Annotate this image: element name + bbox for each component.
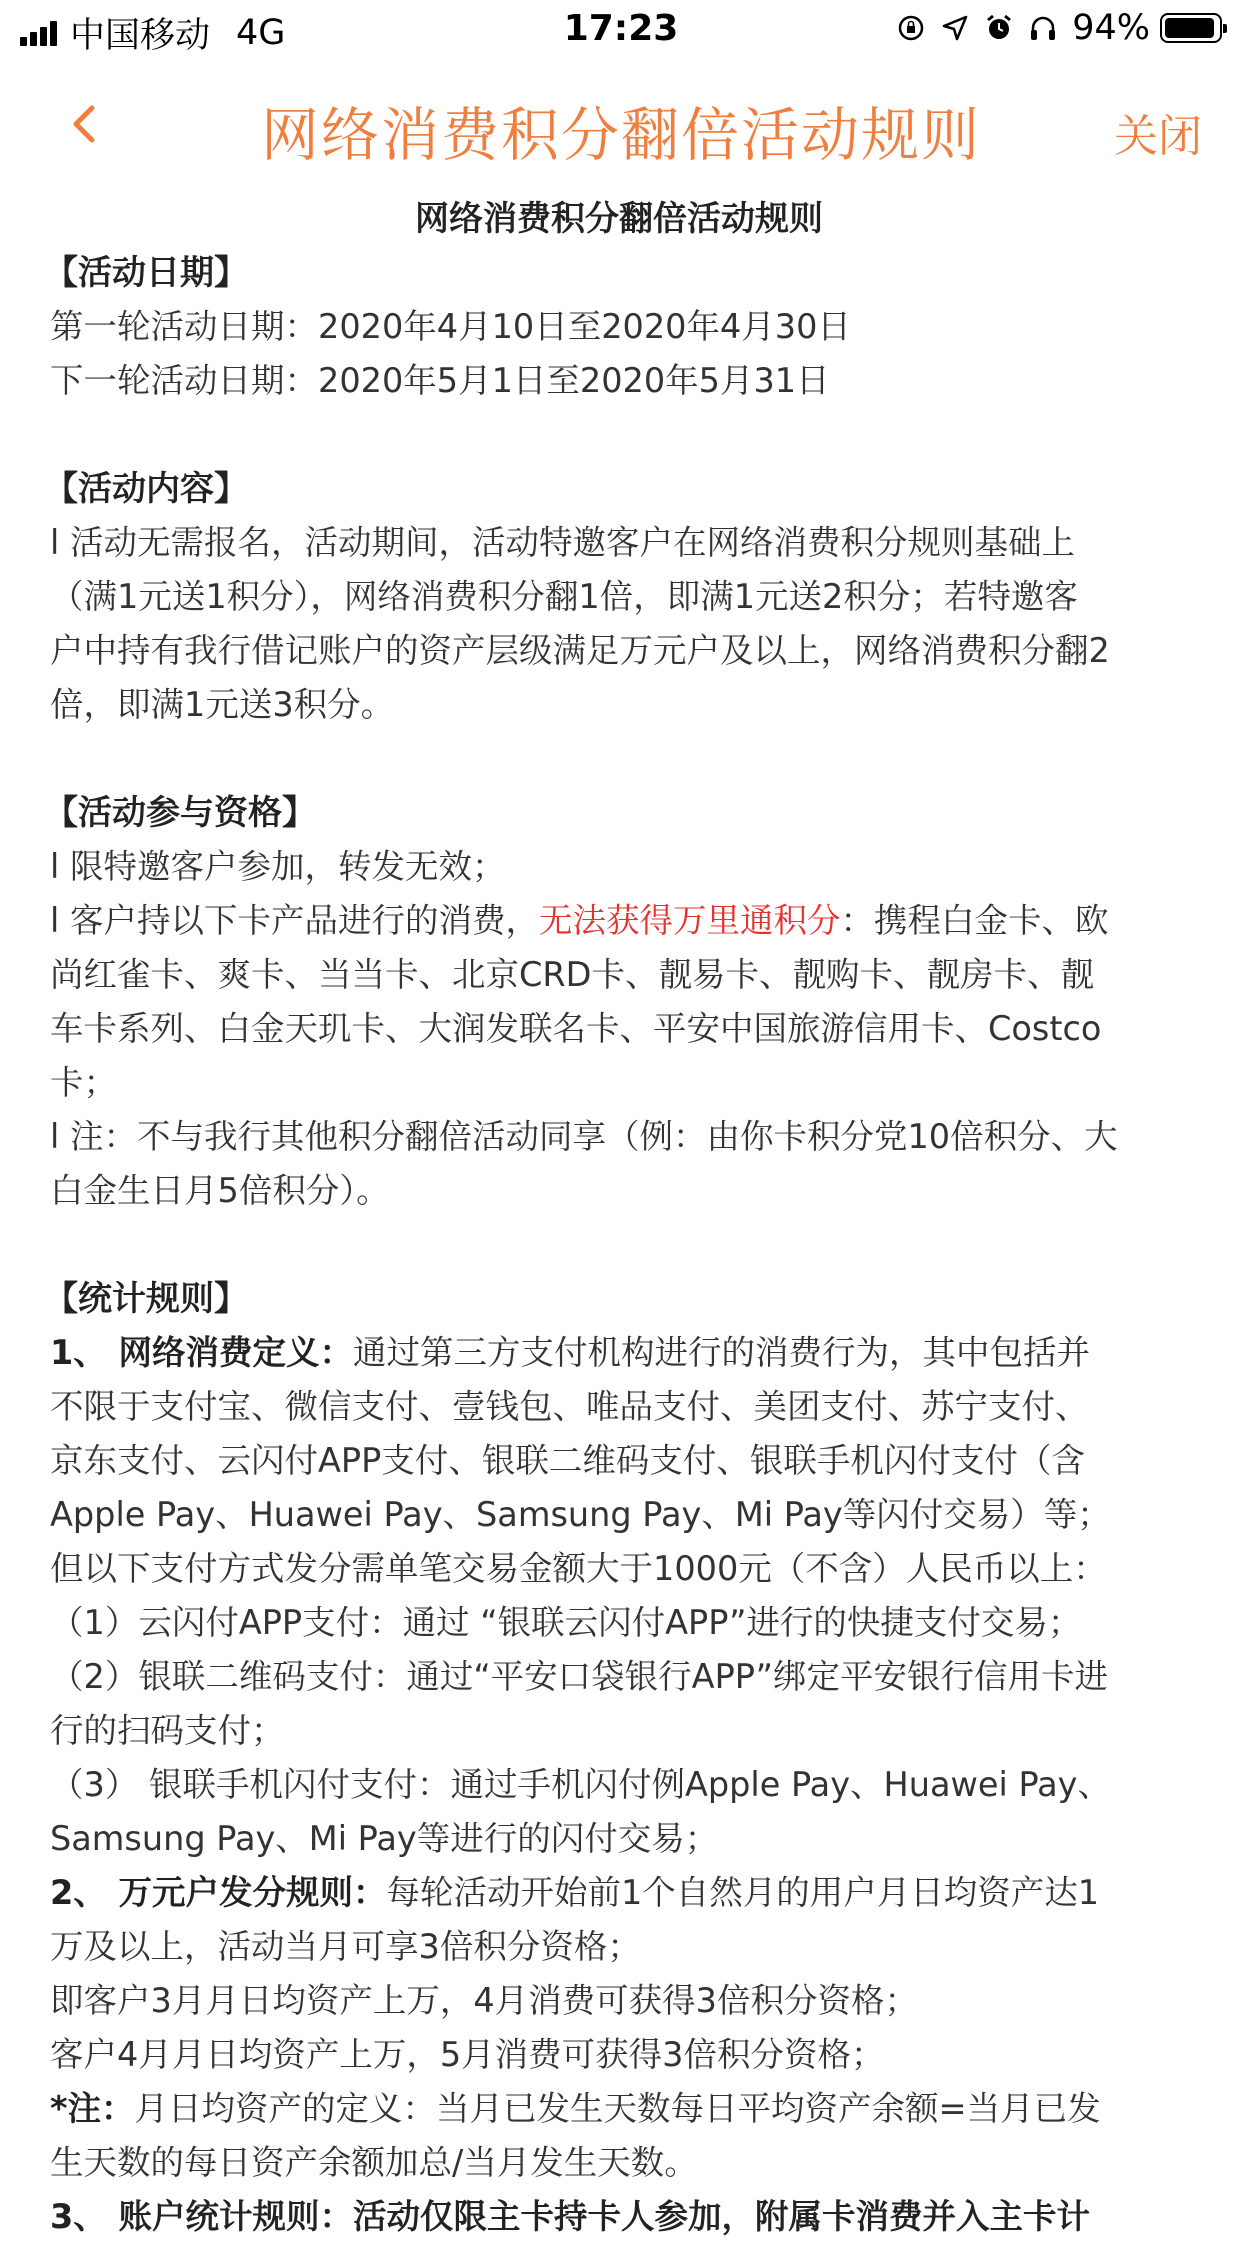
text-line: 即客户3月月日均资产上万，4月消费可获得3倍积分资格； (50, 1981, 918, 2020)
battery-icon (1160, 13, 1222, 43)
text-line (50, 2082, 1198, 2136)
carrier-label: 中国移动 (70, 16, 211, 56)
text-line: 卡； (50, 1063, 117, 1102)
clock: 17:23 (563, 8, 679, 49)
text-line: l 活动无需报名，活动期间，活动特邀客户在网络消费积分规则基础上 (50, 523, 1075, 562)
battery-percent: 94% (1072, 8, 1150, 48)
text-line: 白金生日月5倍积分）。 (50, 1171, 390, 1210)
text-line: （1）云闪付APP支付：通过 “银联云闪付APP”进行的快捷支付交易； (50, 1603, 1082, 1642)
page-title: 网络消费积分翻倍活动规则 (260, 101, 981, 169)
navigation-bar (0, 64, 1242, 184)
headphones-icon (1028, 13, 1058, 43)
text-segment: 通过第三方支付机构进行的消费行为，其中包括并 (352, 1333, 1090, 1372)
text-line: 万及以上，活动当月可享3倍积分资格； (50, 1927, 641, 1966)
text-line (50, 1866, 1198, 1920)
text-line: l 限特邀客户参加，转发无效； (50, 847, 506, 886)
text-line: 倍，即满1元送3积分。 (50, 685, 395, 724)
text-line: 生天数的每日资产余额加总/当月发生天数。 (50, 2143, 698, 2182)
document-title: 网络消费积分翻倍活动规则 (415, 199, 823, 239)
text-line: l 注：不与我行其他积分翻倍活动同享（例：由你卡积分党10倍积分、大 (50, 1117, 1118, 1156)
text-line: Samsung Pay、Mi Pay等进行的闪付交易； (50, 1819, 719, 1858)
text-line: 尚红雀卡、爽卡、当当卡、北京CRD卡、靓易卡、靓购卡、靓房卡、靓 (50, 955, 1094, 994)
text-line: （2）银联二维码支付：通过“平安口袋银行APP”绑定平安银行信用卡进 (50, 1657, 1108, 1696)
section-header-dates: 【活动日期】 (44, 253, 248, 293)
text-line-with-highlight (50, 894, 1198, 948)
back-chevron-icon[interactable] (58, 94, 118, 154)
highlight-warning-text: 无法获得万里通积分 (538, 901, 841, 940)
text-line: 客户4月月日均资产上万，5月消费可获得3倍积分资格； (50, 2035, 885, 2074)
text-line: （满1元送1积分），网络消费积分翻1倍，即满1元送2积分；若特邀客 (50, 577, 1078, 616)
orientation-lock-icon (896, 13, 926, 43)
section-header-eligibility: 【活动参与资格】 (44, 793, 316, 833)
text-line: 第一轮活动日期：2020年4月10日至2020年4月30日 (50, 307, 851, 346)
text-line (50, 1326, 1198, 1380)
close-button[interactable]: 关闭 (1114, 111, 1202, 162)
battery-fill (1165, 18, 1214, 38)
location-icon (940, 13, 970, 43)
rule-label: 2、 万元户发分规则： (50, 1873, 387, 1912)
status-bar (0, 0, 1242, 64)
text-segment: l 客户持以下卡产品进行的消费， (50, 901, 539, 940)
text-line: Apple Pay、Huawei Pay、Samsung Pay、Mi Pay等闪付交易）等； (50, 1495, 1111, 1534)
text-segment: 每轮活动开始前1个自然月的用户月日均资产达1 (386, 1873, 1100, 1912)
status-bar-right (882, 8, 1222, 48)
text-line-cut-off: 3、 账户统计规则：活动仅限主卡持卡人参加，附属卡消费并入主卡计 (50, 2197, 1090, 2236)
text-line: 户中持有我行借记账户的资产层级满足万元户及以上，网络消费积分翻2 (50, 631, 1110, 670)
text-segment: 月日均资产的定义：当月已发生天数每日平均资产余额=当月已发 (134, 2089, 1101, 2128)
text-line: 京东支付、云闪付APP支付、银联二维码支付、银联手机闪付支付（含 (50, 1441, 1085, 1480)
text-line: 行的扫码支付； (50, 1711, 285, 1750)
rules-document (44, 192, 1198, 2244)
text-line: （3） 银联手机闪付支付：通过手机闪付例Apple Pay、Huawei Pay、 (50, 1765, 1111, 1804)
text-line: 车卡系列、白金天玑卡、大润发联名卡、平安中国旅游信用卡、Costco (50, 1009, 1102, 1048)
text-line: 不限于支付宝、微信支付、壹钱包、唯品支付、美团支付、苏宁支付、 (50, 1387, 1089, 1426)
rule-label: 1、 网络消费定义： (50, 1333, 353, 1372)
text-line: 但以下支付方式发分需单笔交易金额大于1000元（不含）人民币以上： (50, 1549, 1107, 1588)
text-segment: ：携程白金卡、欧 (840, 901, 1109, 940)
note-label: *注： (50, 2089, 135, 2128)
text-line: 下一轮活动日期：2020年5月1日至2020年5月31日 (50, 361, 830, 400)
alarm-icon (984, 13, 1014, 43)
network-label: 4G (236, 13, 286, 53)
section-header-stats: 【统计规则】 (44, 1279, 248, 1319)
section-header-content: 【活动内容】 (44, 469, 248, 509)
